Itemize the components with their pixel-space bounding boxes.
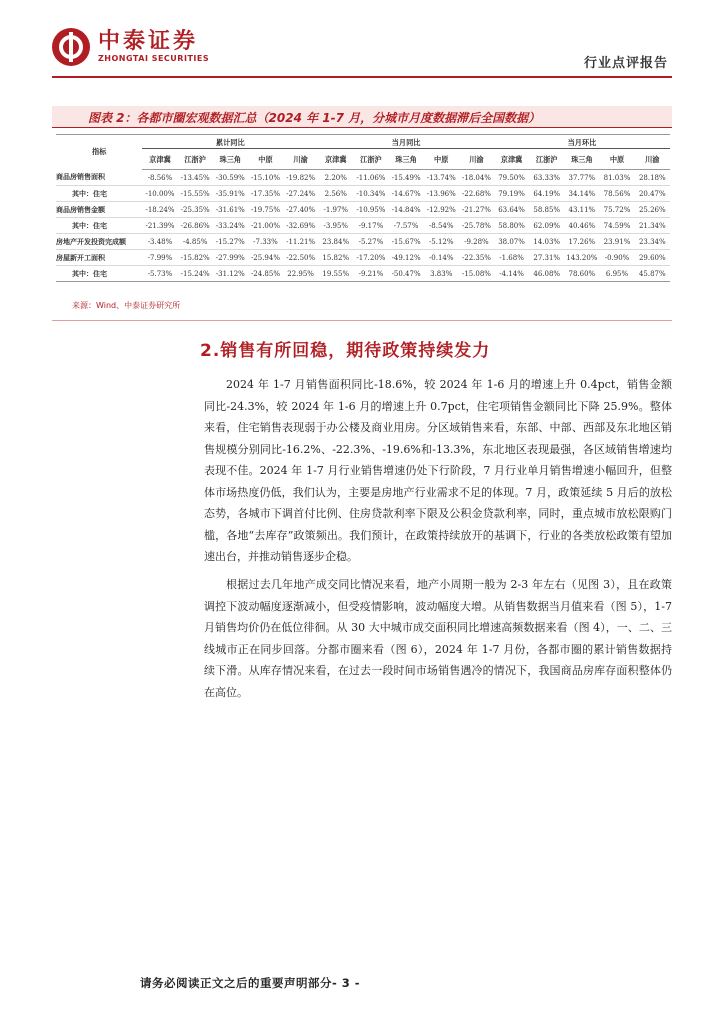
table-cell: -15.24% <box>178 266 213 282</box>
table-cell: 21.34% <box>635 218 670 234</box>
figure-source: 来源：Wind、中泰证券研究所 <box>72 301 181 310</box>
table-cell: -14.84% <box>389 202 424 218</box>
table-cell: 20.47% <box>635 186 670 202</box>
table-cell: -49.12% <box>389 250 424 266</box>
table-cell: 45.87% <box>635 266 670 282</box>
figure-title: 图表 2：各都市圈宏观数据汇总（2024 年 1-7 月，分城市月度数据滞后全国数据） <box>88 111 541 125</box>
row-label: 其中：住宅 <box>56 218 142 234</box>
table-row <box>56 186 670 202</box>
table-cell: -19.75% <box>248 202 283 218</box>
table-cell: -9.17% <box>353 218 388 234</box>
table-cell: 58.85% <box>529 202 564 218</box>
table-cell: 40.46% <box>564 218 599 234</box>
body-paragraph-2: 根据过去几年地产成交同比情况来看，地产小周期一般为 2-3 年左右（见图 3），且在政策调控下波动幅度逐渐减小，但受疫情影响，波动幅度大增。从销售数据当月值来看（图 5），1-7 月销售均价仍在低位徘徊。从 30 大中城市成交面积同比增速高频数据来看（图 4），一、二、三线城市正在同步回落。分都市圈来看（图 6），2024 年 1-7 月份，各都市圈的累计销售数据持续下滑。从库存情况来看，在过去一段时间市场销售遇冷的情况下，我国商品房库存面积整体仍在高位。 <box>204 578 672 699</box>
table-cell: -27.40% <box>283 202 318 218</box>
page-footer <box>140 975 360 991</box>
table-cell: -15.27% <box>213 234 248 250</box>
table-cell: 79.50% <box>494 170 529 186</box>
table-row <box>56 202 670 218</box>
table-cell: -18.24% <box>142 202 177 218</box>
table-cell: -8.54% <box>424 218 459 234</box>
table-cell: -25.94% <box>248 250 283 266</box>
page-header <box>0 0 724 80</box>
corner-label: 指标 <box>92 147 107 157</box>
table-cell: -0.14% <box>424 250 459 266</box>
table-cell: -14.67% <box>389 186 424 202</box>
region-header: 中原 <box>599 151 634 170</box>
table-cell: 25.26% <box>635 202 670 218</box>
table-cell: -33.24% <box>213 218 248 234</box>
table-cell: -7.57% <box>389 218 424 234</box>
row-label: 其中：住宅 <box>56 186 142 202</box>
table-cell: -31.12% <box>213 266 248 282</box>
row-label: 商品房销售金额 <box>56 202 142 218</box>
region-header: 江浙沪 <box>529 151 564 170</box>
table-cell: -15.82% <box>178 250 213 266</box>
table-cell: -7.33% <box>248 234 283 250</box>
table-cell: -1.68% <box>494 250 529 266</box>
table-cell: -22.35% <box>459 250 494 266</box>
table-cell: -21.00% <box>248 218 283 234</box>
page-number: - 3 - <box>332 976 361 990</box>
table-cell: -10.34% <box>353 186 388 202</box>
table-cell: 78.56% <box>599 186 634 202</box>
figure-title-bar <box>52 106 672 128</box>
region-header: 京津冀 <box>318 151 353 170</box>
table-cell: 17.26% <box>564 234 599 250</box>
table-cell: -25.78% <box>459 218 494 234</box>
row-label: 房屋新开工面积 <box>56 250 142 266</box>
table-cell: -10.95% <box>353 202 388 218</box>
table-row <box>56 250 670 266</box>
logo-cn: 中泰证券 <box>98 29 199 54</box>
group-header: 当月环比 <box>494 135 670 152</box>
table-cell: -21.39% <box>142 218 177 234</box>
table-cell: 62.09% <box>529 218 564 234</box>
table-cell: 29.60% <box>635 250 670 266</box>
region-header: 江浙沪 <box>178 151 213 170</box>
table-cell: 27.31% <box>529 250 564 266</box>
table-cell: -10.00% <box>142 186 177 202</box>
table-cell: -8.56% <box>142 170 177 186</box>
logo-emblem-icon <box>52 28 90 66</box>
table-cell: 75.72% <box>599 202 634 218</box>
table-cell: 38.07% <box>494 234 529 250</box>
table-cell: 22.95% <box>283 266 318 282</box>
table-cell: 23.84% <box>318 234 353 250</box>
region-header: 江浙沪 <box>353 151 388 170</box>
table-cell: 43.11% <box>564 202 599 218</box>
table-cell: -15.67% <box>389 234 424 250</box>
table-cell: -9.28% <box>459 234 494 250</box>
table-cell: -22.68% <box>459 186 494 202</box>
table-cell: 74.59% <box>599 218 634 234</box>
table-cell: 143.20% <box>564 250 599 266</box>
table-cell: 64.19% <box>529 186 564 202</box>
table-cell: 15.82% <box>318 250 353 266</box>
table-cell: -13.45% <box>178 170 213 186</box>
region-header: 川渝 <box>459 151 494 170</box>
table-cell: 58.80% <box>494 218 529 234</box>
table-cell: 37.77% <box>564 170 599 186</box>
table-cell: -11.21% <box>283 234 318 250</box>
macro-data-table <box>56 134 670 282</box>
region-header: 中原 <box>248 151 283 170</box>
table-cell: -15.10% <box>248 170 283 186</box>
table-cell: 63.33% <box>529 170 564 186</box>
logo-en: ZHONGTAI SECURITIES <box>98 54 210 63</box>
row-label: 商品房销售面积 <box>56 170 142 186</box>
table-cell: -19.82% <box>283 170 318 186</box>
region-header: 京津冀 <box>494 151 529 170</box>
table-cell: 81.03% <box>599 170 634 186</box>
report-type: 行业点评报告 <box>583 56 668 71</box>
region-header: 川渝 <box>635 151 670 170</box>
table-cell: -3.95% <box>318 218 353 234</box>
row-label: 其中：住宅 <box>56 266 142 282</box>
table-cell: 3.83% <box>424 266 459 282</box>
table-cell: -50.47% <box>389 266 424 282</box>
table-cell: -7.99% <box>142 250 177 266</box>
table-cell: 14.03% <box>529 234 564 250</box>
group-header: 累计同比 <box>142 135 318 152</box>
table-cell: -27.24% <box>283 186 318 202</box>
table-cell: -25.35% <box>178 202 213 218</box>
region-header: 珠三角 <box>389 151 424 170</box>
table-cell: 34.14% <box>564 186 599 202</box>
table-cell: -3.48% <box>142 234 177 250</box>
table-row <box>56 266 670 282</box>
region-header: 川渝 <box>283 151 318 170</box>
row-label: 房地产开发投资完成额 <box>56 234 142 250</box>
table-cell: -32.69% <box>283 218 318 234</box>
table-cell: -24.85% <box>248 266 283 282</box>
table-cell: -35.91% <box>213 186 248 202</box>
table-cell: -9.21% <box>353 266 388 282</box>
disclaimer-text: 请务必阅读正文之后的重要声明部分 <box>140 976 332 990</box>
table-row <box>56 170 670 186</box>
table-cell: -0.90% <box>599 250 634 266</box>
table-cell: -5.27% <box>353 234 388 250</box>
table-cell: -15.55% <box>178 186 213 202</box>
table-cell: -21.27% <box>459 202 494 218</box>
table-cell: -13.96% <box>424 186 459 202</box>
source-divider <box>52 320 672 321</box>
body-paragraph-1: 2024 年 1-7 月销售面积同比-18.6%，较 2024 年 1-6 月的增速上升 0.4pct，销售金额同比-24.3%，较 2024 年 1-6 月的增速上升 0.7pct，住宅项销售金额同比下降 25.9%。整体来看，住宅销售表现弱于办公楼及商业用房。分区域销售来看，东部、中部、西部及东北地区销售规模分别同比-16.2%、-22.3%、-19.6%和-13.3%，东北地区表现最强，各区域销售增速均表现不佳。2024 年 1-7 月行业销售增速仍处下行阶段，7 月行业单月销售增速小幅回升，但整体市场热度仍低，我们认为，主要是房地产行业需求不足的体现。7 月，政策延续 5 月后的放松态势，各城市下调首付比例、住房贷款利率下限及公积金贷款利率，同时，重点城市放松限购门槛，各地“去库存”政策频出。我们预计，在政策持续放开的基调下，行业的各类放松政策有望加速出台，并推动销售逐步企稳。 <box>204 378 672 563</box>
table-cell: -26.86% <box>178 218 213 234</box>
section-title: 2.销售有所回稳，期待政策持续发力 <box>200 341 491 361</box>
region-header: 中原 <box>424 151 459 170</box>
table-row <box>56 218 670 234</box>
table-cell: 23.91% <box>599 234 634 250</box>
table-cell: -15.08% <box>459 266 494 282</box>
table-cell: 2.20% <box>318 170 353 186</box>
table-cell: -4.85% <box>178 234 213 250</box>
region-header: 京津冀 <box>142 151 177 170</box>
table-cell: -17.20% <box>353 250 388 266</box>
table-cell: -1.97% <box>318 202 353 218</box>
table-cell: 2.56% <box>318 186 353 202</box>
table-cell: -11.06% <box>353 170 388 186</box>
table-cell: 28.18% <box>635 170 670 186</box>
table-cell: 19.55% <box>318 266 353 282</box>
table-cell: 23.34% <box>635 234 670 250</box>
header-divider <box>52 76 672 78</box>
table-cell: 79.19% <box>494 186 529 202</box>
group-header: 当月同比 <box>318 135 494 152</box>
table-cell: -13.74% <box>424 170 459 186</box>
table-row <box>56 234 670 250</box>
table-cell: -30.59% <box>213 170 248 186</box>
table-cell: 78.60% <box>564 266 599 282</box>
company-logo <box>52 28 209 66</box>
table-cell: -18.04% <box>459 170 494 186</box>
table-cell: -27.99% <box>213 250 248 266</box>
table-cell: 63.64% <box>494 202 529 218</box>
table-cell: -17.35% <box>248 186 283 202</box>
table-cell: -31.61% <box>213 202 248 218</box>
table-cell: -22.50% <box>283 250 318 266</box>
table-cell: -4.14% <box>494 266 529 282</box>
region-header: 珠三角 <box>213 151 248 170</box>
table-cell: -12.92% <box>424 202 459 218</box>
table-cell: 46.08% <box>529 266 564 282</box>
table-cell: -5.73% <box>142 266 177 282</box>
table-cell: 6.95% <box>599 266 634 282</box>
table-cell: -5.12% <box>424 234 459 250</box>
region-header: 珠三角 <box>564 151 599 170</box>
table-cell: -15.49% <box>389 170 424 186</box>
